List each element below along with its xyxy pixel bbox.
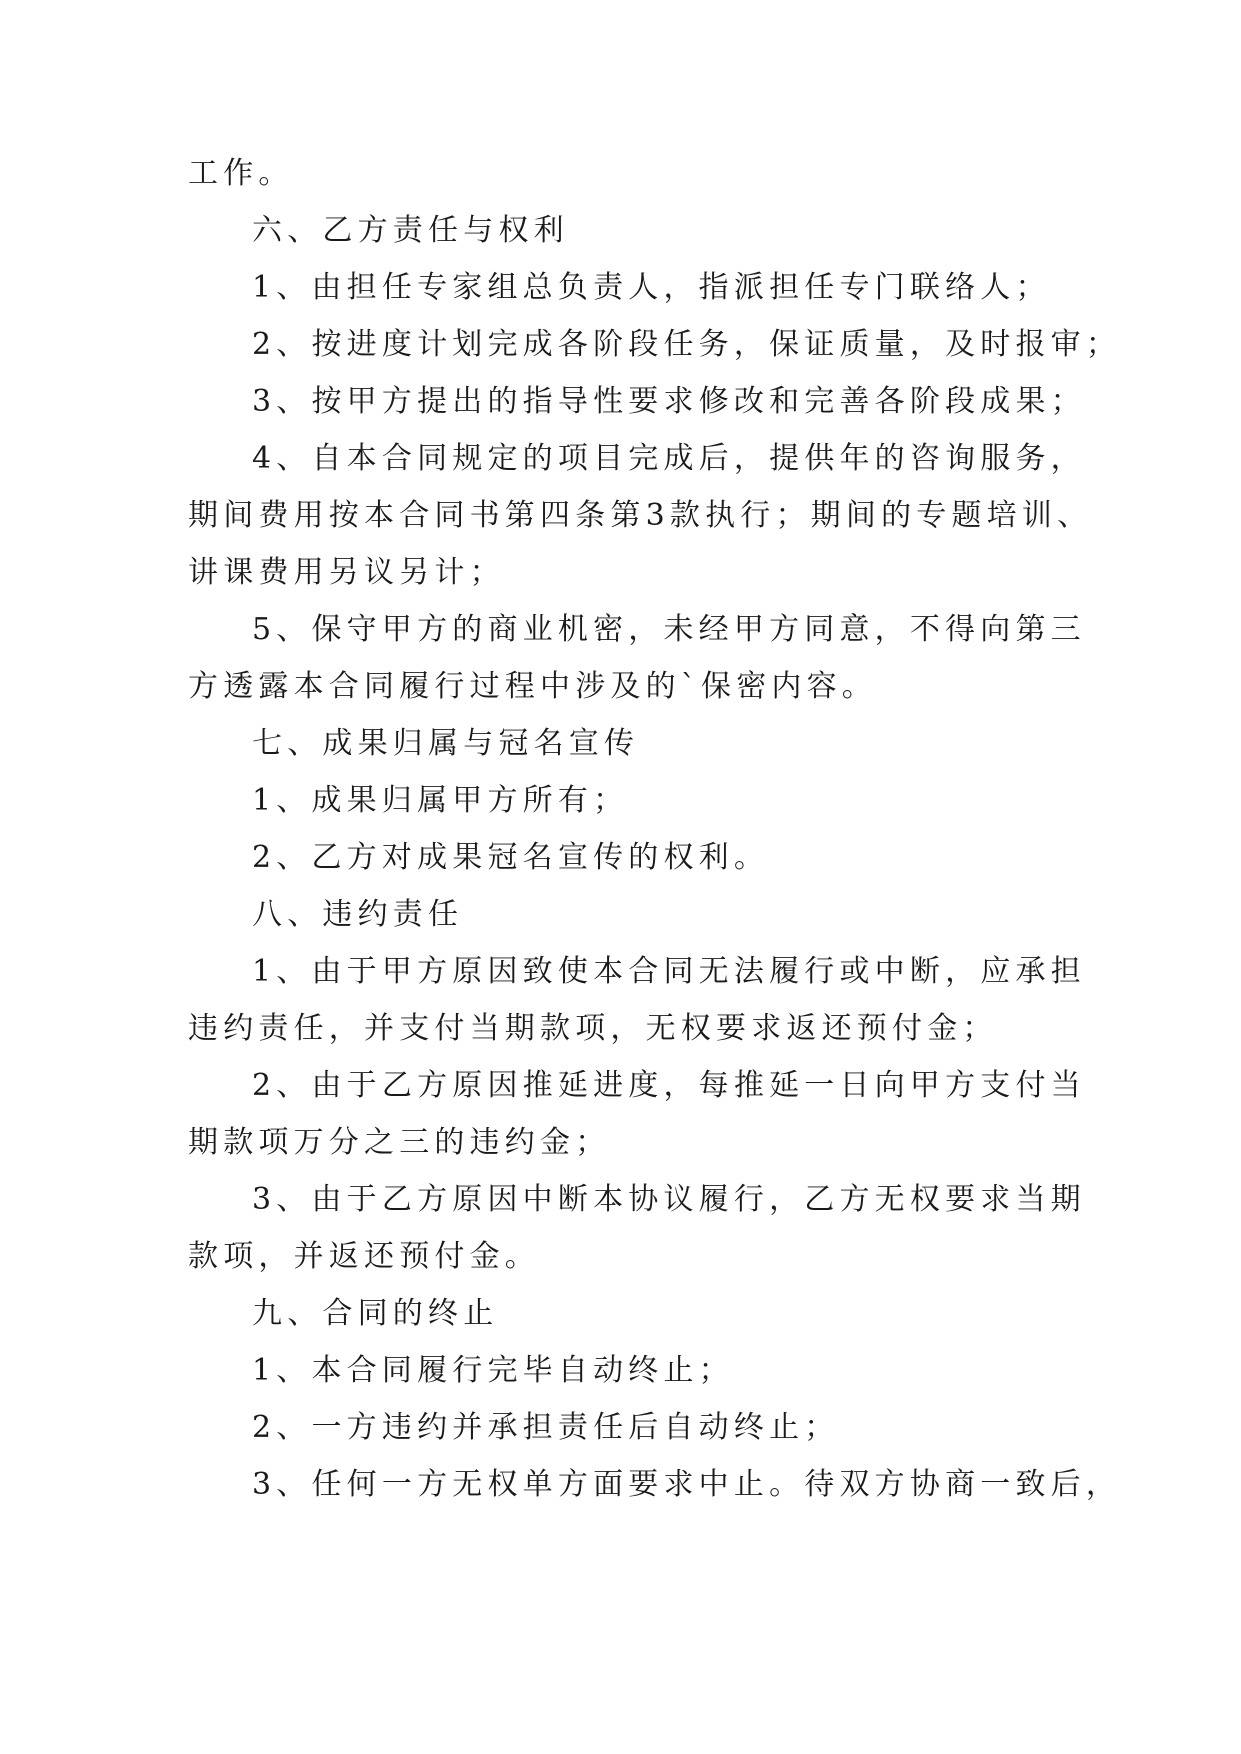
text-line: 期款项万分之三的违约金； [188, 1125, 611, 1160]
text-line: 2、按进度计划完成各阶段任务，保证质量，及时报审； [252, 327, 1122, 362]
text-line: 违约责任，并支付当期款项，无权要求返还预付金； [188, 1011, 998, 1046]
text-line: 1、由于甲方原因致使本合同无法履行或中断，应承担 [252, 954, 1086, 989]
text-line: 方透露本合同履行过程中涉及的`保密内容。 [188, 669, 877, 704]
text-line: 讲课费用另议另计； [188, 555, 505, 590]
text-line: 期间费用按本合同书第四条第3款执行；期间的专题培训、 [188, 498, 1093, 533]
section-heading: 六、乙方责任与权利 [252, 213, 569, 248]
text-line: 2、一方违约并承担责任后自动终止； [252, 1410, 840, 1445]
text-line: 5、保守甲方的商业机密，未经甲方同意，不得向第三 [252, 612, 1086, 647]
text-line: 2、由于乙方原因推延进度，每推延一日向甲方支付当 [252, 1068, 1086, 1103]
text-line: 1、成果归属甲方所有； [252, 783, 629, 818]
text-line: 1、本合同履行完毕自动终止； [252, 1353, 734, 1388]
text-line: 3、任何一方无权单方面要求中止。待双方协商一致后， [252, 1467, 1122, 1502]
text-line: 4、自本合同规定的项目完成后，提供年的咨询服务， [252, 441, 1086, 476]
text-line: 3、按甲方提出的指导性要求修改和完善各阶段成果； [252, 384, 1086, 419]
text-line: 2、乙方对成果冠名宣传的权利。 [252, 840, 770, 875]
text-line: 1、由担任专家组总负责人，指派担任专门联络人； [252, 270, 1051, 305]
section-heading: 八、违约责任 [252, 897, 464, 932]
text-line: 工作。 [188, 156, 294, 191]
section-heading: 七、成果归属与冠名宣传 [252, 726, 640, 761]
section-heading: 九、合同的终止 [252, 1296, 499, 1331]
text-line: 3、由于乙方原因中断本协议履行，乙方无权要求当期 [252, 1182, 1086, 1217]
text-line: 款项，并返还预付金。 [188, 1239, 540, 1274]
